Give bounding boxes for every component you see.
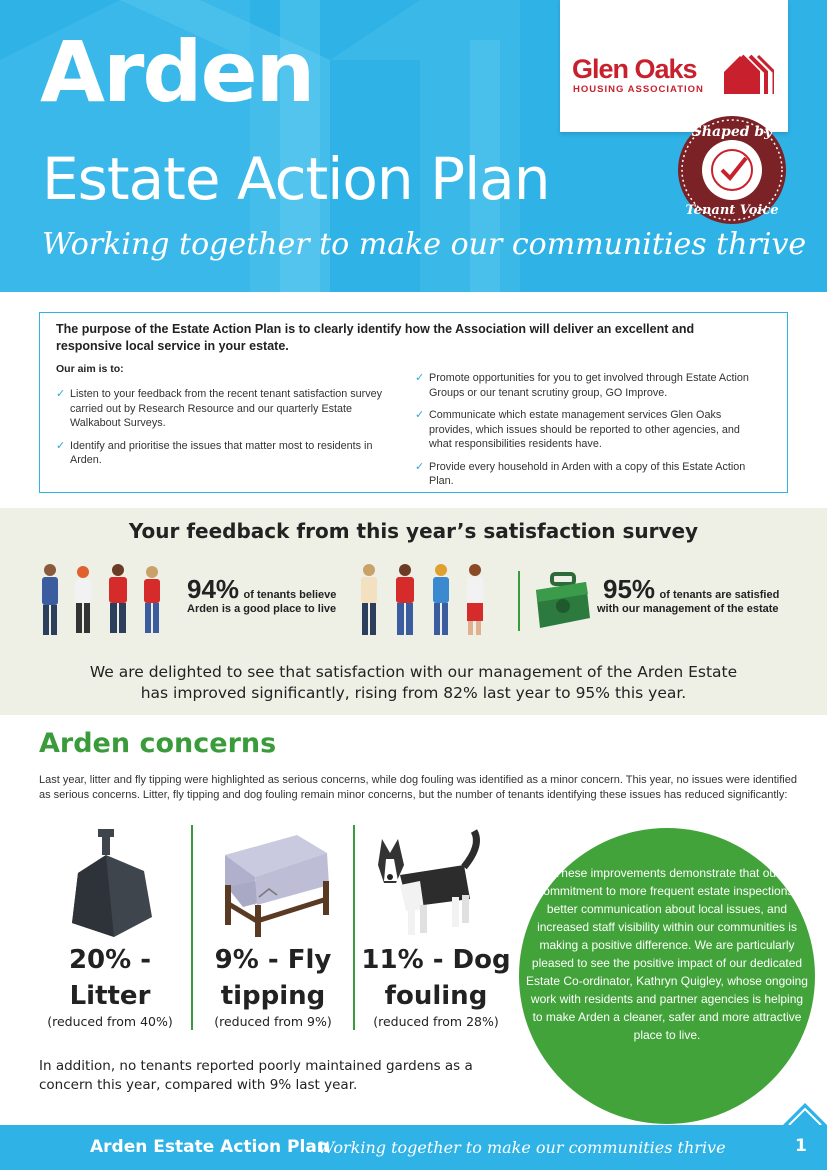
aim-heading: Our aim is to: (56, 363, 124, 375)
check-icon: ✓ (415, 372, 425, 384)
people-group-icon (355, 560, 495, 640)
feedback-panel (0, 508, 827, 715)
aim-bullet: ✓ Identify and prioritise the issues that matter most to residents in Arden. (56, 439, 373, 466)
concern-divider (191, 825, 193, 1030)
bin-bag-icon (34, 825, 186, 940)
footer-tagline: Working together to make our communities thrive (318, 1138, 726, 1157)
improvements-text: These improvements demonstrate that our commitment to more frequent estate inspections, better communication about local issues, and increased staff visibility within our communities is making a positive difference. We are particularly pleased to see the positive impact of our dedicated Estate Co-ordinator, Kathryn Quigley, whose ongoing work with residents and partner agencies is helping to make Arden a cleaner, safer and more attractive place to live. (526, 866, 808, 1042)
stat-satisfied: 95% of tenants are satisfied with our management of the estate (597, 574, 780, 615)
shaped-by-tenant-voice-seal (676, 114, 788, 226)
intro-lead: The purpose of the Estate Action Plan is to clearly identify how the Association will deliver an excellent and responsive local service in your estate. (56, 322, 695, 353)
aim-bullet: ✓ Promote opportunities for you to get involved through Estate Action Groups or our tenant scrutiny group, GO Improve. (415, 372, 749, 399)
check-icon: ✓ (415, 409, 425, 421)
concern-fly-tipping: 9% - Fly tipping (reduced from 9%) (197, 825, 349, 1029)
concerns-extra-note: In addition, no tenants reported poorly maintained gardens as a concern this year, compared with 9% last year. (39, 1058, 473, 1093)
aim-bullet: ✓ Listen to your feedback from the recent tenant satisfaction survey carried out by Research Resource and our quarterly Estate Walkabout Surveys. (56, 388, 383, 429)
intro-box (39, 312, 788, 493)
aim-column-left (56, 387, 401, 476)
feedback-title: Your feedback from this year’s satisfaction survey (128, 519, 699, 543)
page-subtitle: Estate Action Plan (42, 145, 550, 213)
footer-bar (0, 1125, 827, 1170)
people-group-icon (38, 560, 168, 640)
improvements-circle (519, 828, 815, 1124)
toolbox-icon (534, 572, 592, 632)
sofa-icon (197, 825, 349, 940)
concern-divider (353, 825, 355, 1030)
feedback-note: We are delighted to see that satisfaction with our management of the Arden Estate has improved significantly, rising from 82% last year to 95% this year. (89, 663, 738, 702)
logo-name: Glen Oaks (572, 54, 697, 84)
check-icon: ✓ (415, 460, 425, 473)
aim-bullet: ✓ Communicate which estate management services Glen Oaks provides, which issues should be reported to other agencies, and what responsibilities residents have. (415, 409, 740, 450)
logo-subtitle: HOUSING ASSOCIATION (573, 84, 704, 95)
concerns-title: Arden concerns (39, 728, 277, 759)
aim-bullet: ✓ Provide every household in Arden with a copy of this Estate Action Plan. (415, 460, 746, 487)
svg-text:Shaped by: Shaped by (691, 124, 773, 140)
stat-percentage: 95% (603, 574, 656, 604)
check-icon: ✓ (56, 388, 66, 400)
aim-column-right (415, 371, 760, 497)
concern-dog-fouling: 11% - Dog fouling (reduced from 28%) (360, 825, 512, 1029)
header-tagline: Working together to make our communities thrive (42, 227, 807, 262)
footer-title: Arden Estate Action Plan (90, 1137, 329, 1157)
concerns-text: Last year, litter and fly tipping were highlighted as serious concerns, while dog fouling was identified as a minor concern. This year, no issues were identified as serious concerns. Litter, fly tipping and dog fouling remain minor concerns, but the number of tenants identifying these issues has reduced significantly: (39, 774, 797, 801)
concern-litter: 20% - Litter (reduced from 40%) (34, 825, 186, 1029)
stat-good-place: 94% of tenants believe Arden is a good place to live (187, 574, 337, 615)
dog-icon (360, 825, 512, 940)
glen-oaks-logo (560, 0, 788, 132)
check-icon: ✓ (56, 439, 66, 452)
stat-divider (518, 571, 520, 631)
stat-percentage: 94% (187, 574, 240, 604)
svg-text:Tenant Voice: Tenant Voice (685, 203, 779, 218)
house-outline-icon (783, 1101, 827, 1125)
page-title: Arden (40, 23, 314, 121)
house-logo-icon (722, 52, 774, 94)
page-number: 1 (795, 1136, 807, 1156)
